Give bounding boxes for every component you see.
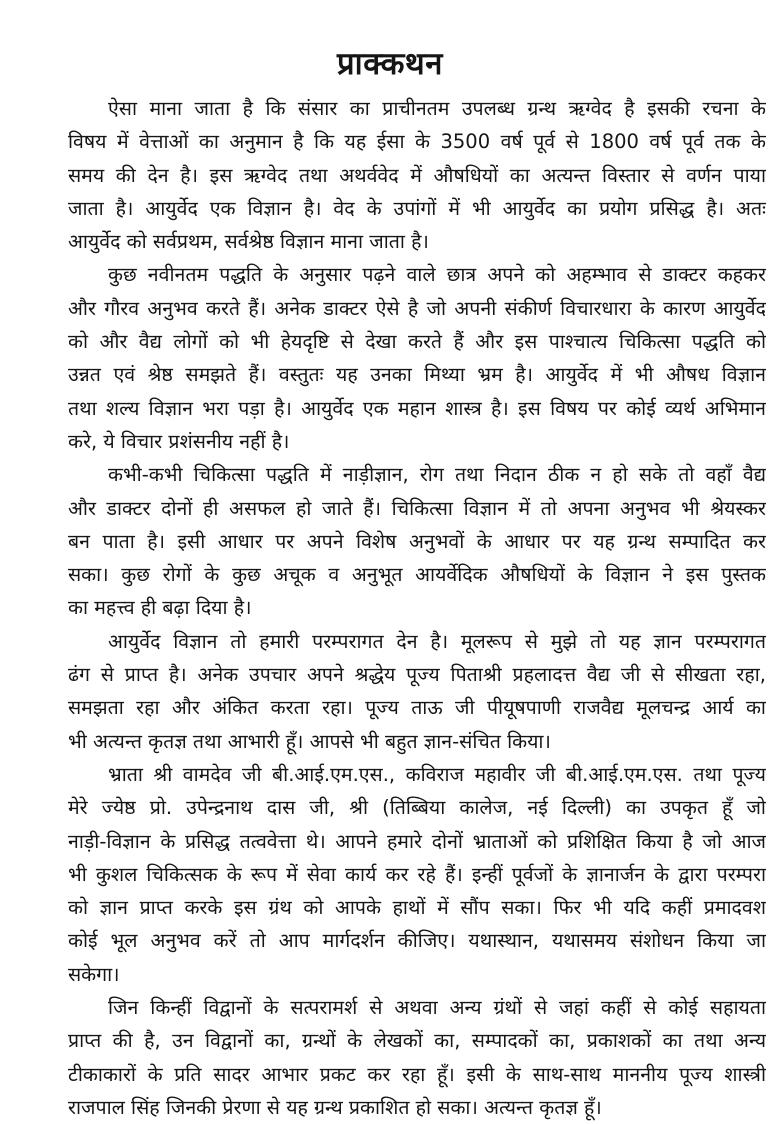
text-line: सका। कुछ रोगों के कुछ अचूक व अनुभूत आयर्वेदिक औषधियों के विज्ञान ने इस पुस्तक [68,563,766,587]
text-line: टीकाकारों के प्रति सादर आभार प्रकट कर रहा हूँ। इसी के साथ-साथ माननीय पूज्य शास्त्री [68,1062,766,1086]
text-line: बन पाता है। इसी आधार पर अपने विशेष अनुभवों के आधार पर यह ग्रन्थ सम्पादित कर [68,529,766,553]
text-line: कुछ नवीनतम पद्धति के अनुसार पढ़ने वाले छात्र अपने को अहम्भाव से डाक्टर कहकर [108,263,766,287]
text-line: आयुर्वेद को सर्वप्रथम, सर्वश्रेष्ठ विज्ञान माना जाता है। [68,230,429,254]
preface-body [68,92,766,1124]
text-line: तथा शल्य विज्ञान भरा पड़ा है। आयुर्वेद एक महान शास्त्र है। इस विषय पर कोई व्यर्थ अभिमान [68,396,766,420]
text-line: मेरे ज्येष्ठ प्रो. उपेन्द्रनाथ दास जी, श्री (तिब्बिया कालेज, नई दिल्ली) का उपकृत हूँ जो [68,796,766,820]
paragraph [68,758,766,991]
paragraph [68,991,766,1124]
text-line: कोई भूल अनुभव करें तो आप मार्गदर्शन कीजिए। यथास्थान, यथासमय संशोधन किया जा [68,929,766,953]
text-line: विषय में वेत्ताओं का अनुमान है कि यह ईसा के 3500 वर्ष पूर्व से 1800 वर्ष पूर्व तक के [68,130,766,154]
text-line: को ज्ञान प्राप्त करके इस ग्रंथ को आपके हाथों में सौंप सका। फिर भी यदि कहीं प्रमादवश [68,896,766,920]
text-line: नाड़ी-विज्ञान के प्रसिद्ध तत्ववेत्ता थे। आपने हमारे दोनों भ्राताओं को प्रशिक्षित किया है जो आज [68,829,766,853]
text-line: राजपाल सिंह जिनकी प्रेरणा से यह ग्रन्थ प्रकाशित हो सका। अत्यन्त कृतज्ञ हूँ। [68,1095,602,1119]
text-line: करे, ये विचार प्रशंसनीय नहीं है। [68,429,290,453]
text-line: को और वैद्य लोगों को भी हेयदृष्टि से देखा करते हैं और इस पाश्चात्य चिकित्सा पद्धति को [68,330,766,354]
text-line: कभी-कभी चिकित्सा पद्धति में नाड़ीज्ञान, रोग तथा निदान ठीक न हो सके तो वहाँ वैद्य [108,463,766,487]
text-line: समय की देन है। इस ऋग्वेद तथा अथर्ववेद में औषधियों का अत्यन्त विस्तार से वर्णन पाया [68,163,766,187]
text-line: प्राप्त की है, उन विद्वानों का, ग्रन्थों के लेखकों का, सम्पादकों का, प्रकाशकों का तथा अन्य [68,1029,766,1053]
text-line: ढंग से प्राप्त है। अनेक उपचार अपने श्रद्धेय पूज्य पिताश्री प्रहलादत्त वैद्य जी से सीखता रहा, [68,663,766,687]
text-line: भी कुशल चिकित्सक के रूप में सेवा कार्य कर रहे हैं। इन्हीं पूर्वजों के ज्ञानार्जन के द्वारा परम्परा [68,862,766,886]
text-line: समझता रहा और अंकित करता रहा। पूज्य ताऊ जी पीयूषपाणी राजवैद्य मूलचन्द्र आर्य का [68,696,766,720]
text-line: उन्नत एवं श्रेष्ठ समझते हैं। वस्तुतः यह उनका मिथ्या भ्रम है। आयुर्वेद में भी औषध विज्ञान [68,363,766,387]
page-title: प्राक्कथन [337,46,443,82]
text-line: जाता है। आयुर्वेद एक विज्ञान है। वेद के उपांगों में भी आयुर्वेद का प्रयोग प्रसिद्ध है। अतः [68,196,766,220]
text-line: और डाक्टर दोनों ही असफल हो जाते हैं। चिकित्सा विज्ञान में तो अपना अनुभव भी श्रेयस्कर [68,496,766,520]
paragraph [68,458,766,624]
paragraph [68,625,766,758]
text-line: भी अत्यन्त कृतज्ञ तथा आभारी हूँ। आपसे भी बहुत ज्ञान-संचित किया। [68,729,551,753]
paragraph [68,258,766,458]
text-line: जिन किन्हीं विद्वानों के सत्परामर्श से अथवा अन्य ग्रंथों से जहां कहीं से कोई सहायता [108,996,766,1020]
text-line: सकेगा। [68,962,120,986]
text-line: भ्राता श्री वामदेव जी बी.आई.एम.एस., कविराज महावीर जी बी.आई.एम.एस. तथा पूज्य [108,762,766,786]
text-line: ऐसा माना जाता है कि संसार का प्राचीनतम उपलब्ध ग्रन्थ ऋग्वेद है इसकी रचना के [108,97,766,120]
text-line: आयुर्वेद विज्ञान तो हमारी परम्परागत देन है। मूलरूप से मुझे तो यह ज्ञान परम्परागत [108,629,766,653]
paragraph [68,92,766,258]
text-line: और गौरव अनुभव करते हैं। अनेक डाक्टर ऐसे है जो अपनी संकीर्ण विचारधारा के कारण आयुर्वेद [68,296,766,320]
text-line: का महत्त्व ही बढ़ा दिया है। [68,596,252,620]
